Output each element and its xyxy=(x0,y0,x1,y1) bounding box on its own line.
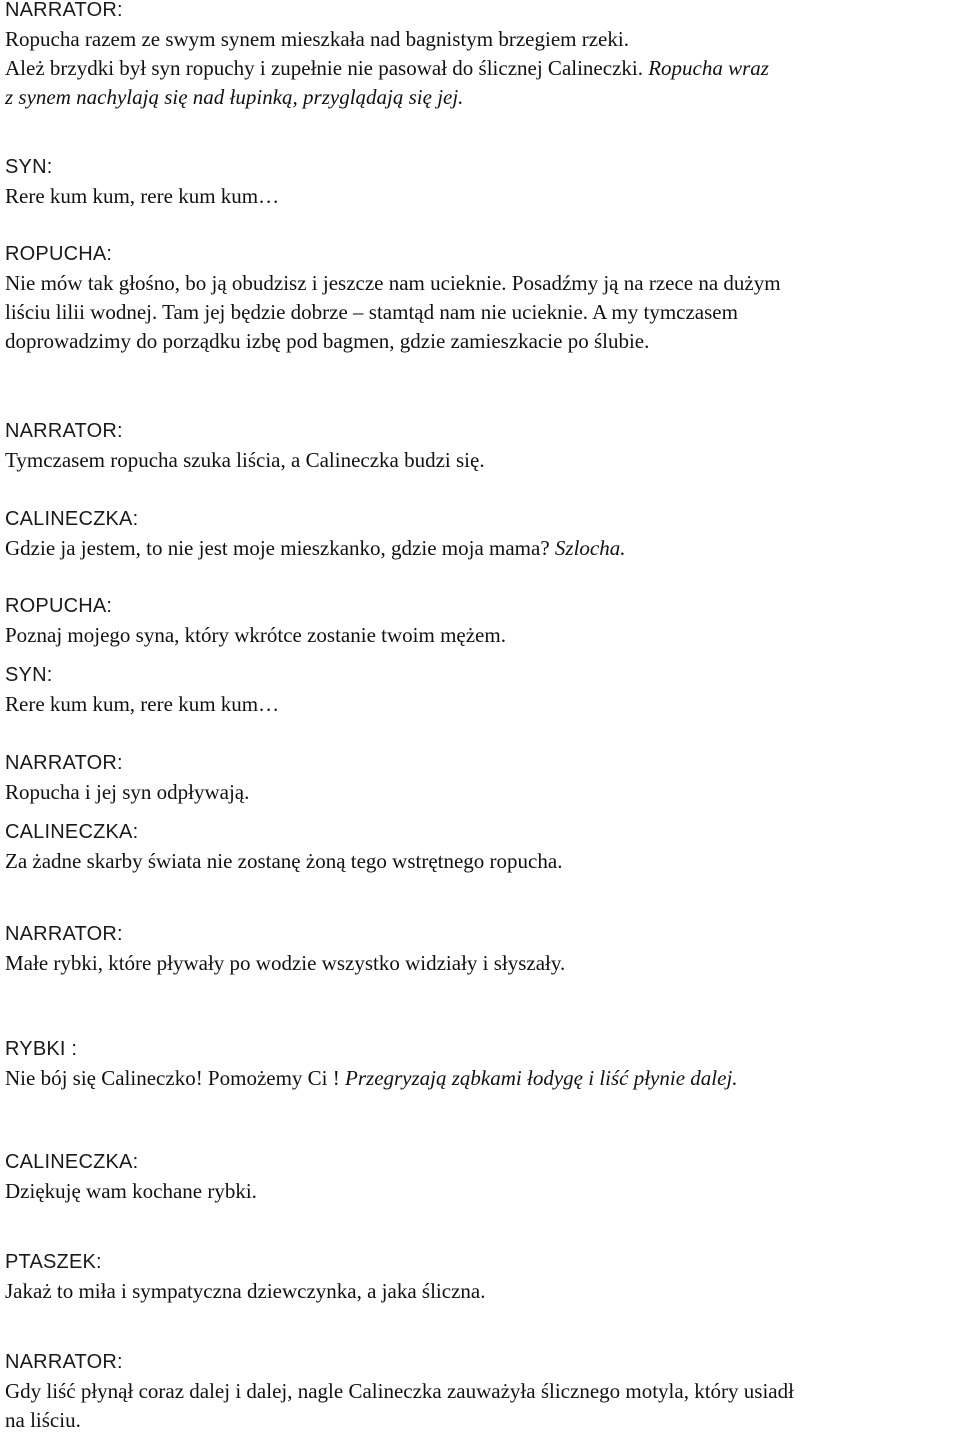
dialogue-line xyxy=(5,1277,960,1306)
dialogue-line xyxy=(5,1406,960,1435)
dialogue-text: Dziękuję wam kochane rybki. xyxy=(5,1179,257,1203)
speaker-label: CALINECZKA: xyxy=(5,1151,139,1173)
dialogue-text: Jakaż to miła i sympatyczna dziewczynka, a jaka śliczna. xyxy=(5,1279,486,1303)
dialogue-text: liściu lilii wodnej. Tam jej będzie dobrze – stamtąd nam nie ucieknie. A my tymczasem xyxy=(5,300,738,324)
dialogue-line xyxy=(5,182,960,211)
dialogue-block-rybki xyxy=(5,1035,960,1093)
speaker-label: SYN: xyxy=(5,156,53,178)
stage-direction: Przegryzają ząbkami łodygę i liść płynie dalej. xyxy=(345,1066,738,1090)
dialogue-text: Gdy liść płynął coraz dalej i dalej, nagle Calineczka zauważyła ślicznego motyla, który usiadł xyxy=(5,1379,794,1403)
dialogue-line xyxy=(5,1377,960,1406)
dialogue-text: na liściu. xyxy=(5,1408,81,1432)
speaker-label: NARRATOR: xyxy=(5,923,123,945)
speaker-label: SYN: xyxy=(5,664,53,686)
dialogue-line xyxy=(5,690,960,719)
dialogue-text: Ależ brzydki był syn ropuchy i zupełnie nie pasował do ślicznej Calineczki. xyxy=(5,56,649,80)
dialogue-line xyxy=(5,949,960,978)
dialogue-line xyxy=(5,534,960,563)
dialogue-text: Za żadne skarby świata nie zostanę żoną tego wstrętnego ropucha. xyxy=(5,849,563,873)
dialogue-text: Ropucha razem ze swym synem mieszkała nad bagnistym brzegiem rzeki. xyxy=(5,27,629,51)
dialogue-line xyxy=(5,298,960,327)
dialogue-line xyxy=(5,54,960,83)
dialogue-line xyxy=(5,1177,960,1206)
dialogue-text: Nie bój się Calineczko! Pomożemy Ci ! xyxy=(5,1066,346,1090)
dialogue-line xyxy=(5,1064,960,1093)
stage-direction-line xyxy=(5,83,960,112)
dialogue-block-narrator xyxy=(5,749,960,807)
stage-direction: Szlocha. xyxy=(554,536,626,560)
dialogue-line xyxy=(5,25,960,54)
speaker-label: CALINECZKA: xyxy=(5,508,139,530)
dialogue-text: Poznaj mojego syna, który wkrótce zostanie twoim mężem. xyxy=(5,623,506,647)
dialogue-block-calineczka xyxy=(5,818,960,876)
dialogue-block-ropucha xyxy=(5,592,960,650)
dialogue-line xyxy=(5,621,960,650)
dialogue-line xyxy=(5,778,960,807)
dialogue-block-narrator xyxy=(5,417,960,475)
speaker-label: ROPUCHA: xyxy=(5,243,113,265)
speaker-label: PTASZEK: xyxy=(5,1251,102,1273)
speaker-label: RYBKI : xyxy=(5,1038,78,1060)
dialogue-block-ptaszek xyxy=(5,1248,960,1306)
dialogue-line xyxy=(5,269,960,298)
dialogue-block-calineczka xyxy=(5,505,960,563)
dialogue-text: Tymczasem ropucha szuka liścia, a Calineczka budzi się. xyxy=(5,448,485,472)
dialogue-block-narrator xyxy=(5,1348,960,1435)
speaker-label: NARRATOR: xyxy=(5,752,123,774)
dialogue-line xyxy=(5,446,960,475)
dialogue-block-syn xyxy=(5,153,960,211)
dialogue-text: Rere kum kum, rere kum kum… xyxy=(5,184,280,208)
dialogue-block-syn xyxy=(5,661,960,719)
dialogue-text: Nie mów tak głośno, bo ją obudzisz i jeszcze nam ucieknie. Posadźmy ją na rzece na dużym xyxy=(5,271,781,295)
speaker-label: NARRATOR: xyxy=(5,420,123,442)
dialogue-text: Rere kum kum, rere kum kum… xyxy=(5,692,280,716)
dialogue-text: doprowadzimy do porządku izbę pod bagmen, gdzie zamieszkacie po ślubie. xyxy=(5,329,650,353)
dialogue-text: Małe rybki, które pływały po wodzie wszystko widziały i słyszały. xyxy=(5,951,566,975)
speaker-label: CALINECZKA: xyxy=(5,821,139,843)
dialogue-block-narrator xyxy=(5,920,960,978)
dialogue-block-ropucha xyxy=(5,240,960,356)
stage-direction: z synem nachylają się nad łupinką, przyglądają się jej. xyxy=(5,85,464,109)
dialogue-line xyxy=(5,847,960,876)
dialogue-line xyxy=(5,327,960,356)
dialogue-text: Gdzie ja jestem, to nie jest moje mieszkanko, gdzie moja mama? xyxy=(5,536,555,560)
speaker-label: NARRATOR: xyxy=(5,1351,123,1373)
dialogue-block-calineczka xyxy=(5,1148,960,1206)
dialogue-block-narrator xyxy=(5,0,960,112)
stage-direction: Ropucha wraz xyxy=(648,56,769,80)
speaker-label: ROPUCHA: xyxy=(5,595,113,617)
speaker-label: NARRATOR: xyxy=(5,0,123,21)
dialogue-text: Ropucha i jej syn odpływają. xyxy=(5,780,250,804)
